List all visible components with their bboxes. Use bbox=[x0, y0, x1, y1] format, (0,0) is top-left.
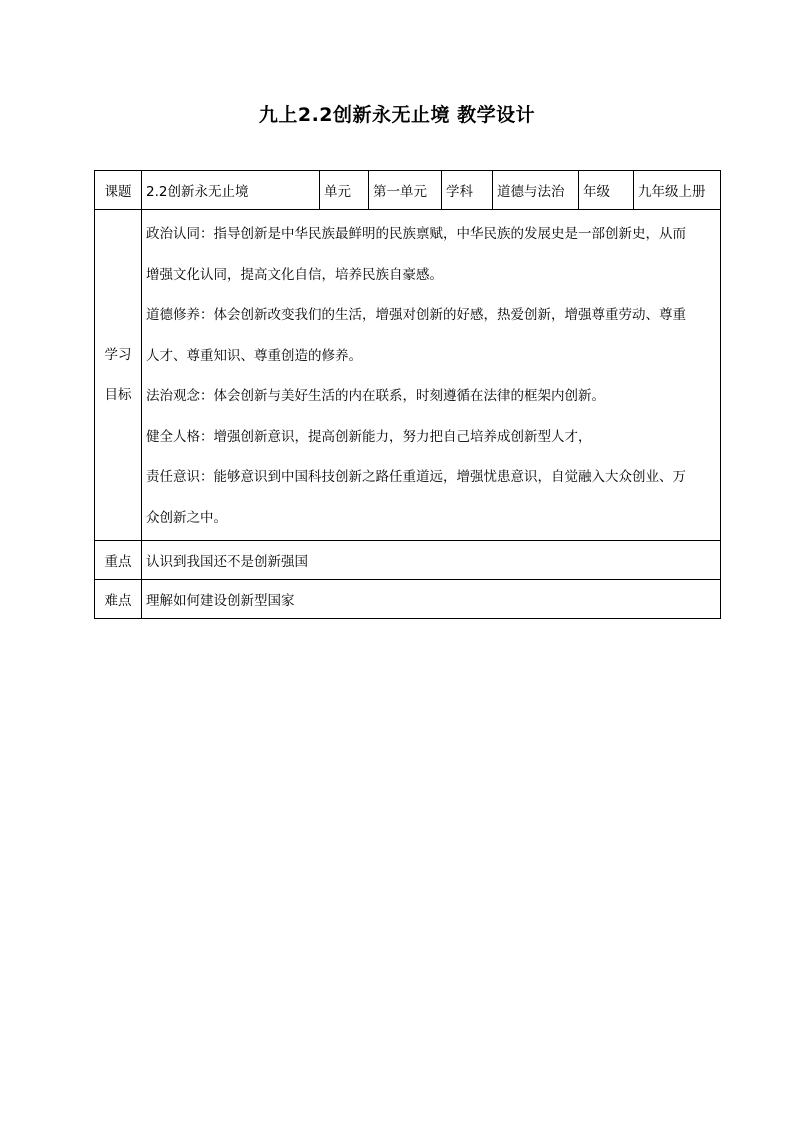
difficulty-row bbox=[95, 580, 721, 619]
difficulty-label: 难点 bbox=[95, 580, 142, 619]
topic-value: 2.2创新永无止境 bbox=[142, 171, 320, 210]
goals-label-line: 目标 bbox=[104, 387, 132, 403]
goal-line: 责任意识：能够意识到中国科技创新之路任重道远，增强忧患意识，自觉融入大众创业、万 bbox=[146, 469, 686, 485]
key-point-row bbox=[95, 541, 721, 580]
goal-line: 人才、尊重知识、尊重创造的修养。 bbox=[146, 347, 362, 364]
page-title: 九上2.2创新永无止境 教学设计 bbox=[258, 104, 536, 126]
key-point-label: 重点 bbox=[95, 541, 142, 580]
subject-value: 道德与法治 bbox=[493, 171, 579, 210]
unit-value: 第一单元 bbox=[369, 171, 442, 210]
difficulty-value: 理解如何建设创新型国家 bbox=[142, 580, 721, 619]
goal-line: 法治观念：体会创新与美好生活的内在联系，时刻遵循在法律的框架内创新。 bbox=[146, 388, 605, 404]
key-point-value: 认识到我国还不是创新强国 bbox=[142, 541, 721, 580]
goals-label bbox=[95, 210, 142, 541]
goals-content bbox=[142, 210, 721, 541]
subject-label: 学科 bbox=[442, 171, 493, 210]
topic-label: 课题 bbox=[95, 171, 142, 210]
lesson-plan-table bbox=[94, 170, 721, 619]
grade-label: 年级 bbox=[579, 171, 634, 210]
grade-value: 九年级上册 bbox=[634, 171, 721, 210]
goal-line: 道德修养：体会创新改变我们的生活，增强对创新的好感，热爱创新，增强尊重劳动、尊重 bbox=[146, 307, 686, 323]
goal-line: 健全人格：增强创新意识，提高创新能力，努力把自己培养成创新型人才， bbox=[146, 428, 592, 445]
goal-line: 政治认同：指导创新是中华民族最鲜明的民族禀赋，中华民族的发展史是一部创新史，从而 bbox=[146, 226, 686, 242]
goals-label-line: 学习 bbox=[104, 347, 132, 363]
goals-row bbox=[95, 210, 721, 541]
goal-line: 增强文化认同，提高文化自信，培养民族自豪感。 bbox=[146, 266, 443, 283]
goal-line: 众创新之中。 bbox=[146, 509, 227, 526]
header-row bbox=[95, 171, 721, 210]
unit-label: 单元 bbox=[320, 171, 369, 210]
